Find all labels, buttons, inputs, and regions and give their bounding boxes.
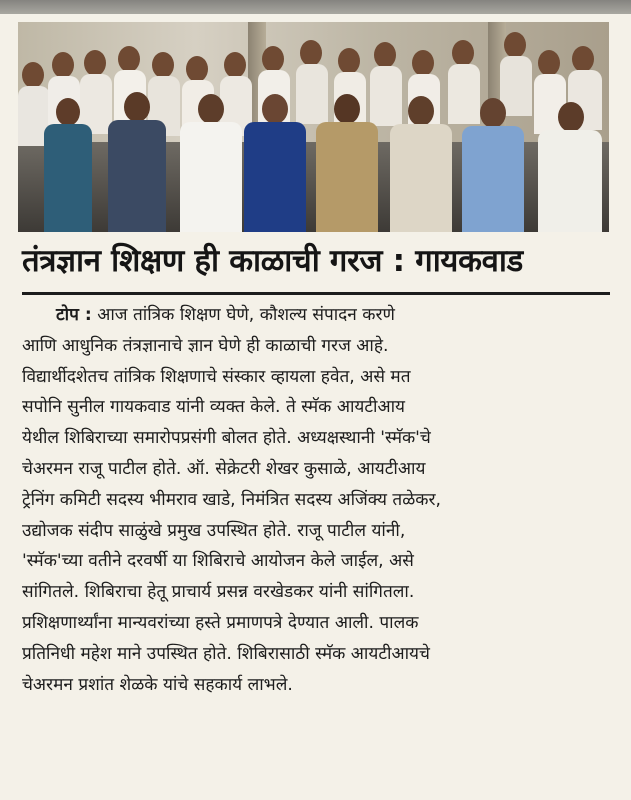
article-line: येथील शिबिराच्या समारोपप्रसंगी बोलत होते. अध्यक्षस्थानी 'स्मॅक'चे: [22, 428, 431, 449]
article-line: सांगितले. शिबिराचा हेतू प्राचार्य प्रसन्न वरखेडकर यांनी सांगितला.: [22, 582, 415, 603]
article-line: ट्रेनिंग कमिटी सदस्य भीमराव खाडे, निमंत्रित सदस्य अजिंक्य तळेकर,: [22, 489, 441, 510]
dateline: टोप :: [56, 305, 92, 325]
article-line: उद्योजक संदीप साळुंखे प्रमुख उपस्थित होते. राजू पाटील यांनी,: [22, 520, 406, 541]
article-line: 'स्मॅक'च्या वतीने दरवर्षी या शिबिराचे आयोजन केले जाईल, असे: [22, 551, 414, 572]
article-body: [22, 300, 612, 700]
headline-rule: [22, 292, 610, 295]
article-line: प्रशिक्षणार्थ्यांना मान्यवरांच्या हस्ते प्रमाणपत्रे देण्यात आली. पालक: [22, 612, 419, 633]
article-headline: तंत्रज्ञान शिक्षण ही काळाची गरज : गायकवाड: [22, 243, 523, 279]
group-photo: [18, 22, 609, 232]
article-line: चेअरमन प्रशांत शेळके यांचे सहकार्य लाभले.: [22, 674, 293, 695]
article-line: प्रतिनिधी महेश माने उपस्थित होते. शिबिरासाठी स्मॅक आयटीआयचे: [22, 643, 430, 664]
article-line: चेअरमन राजू पाटील होते. ऑ. सेक्रेटरी शेखर कुसाळे, आयटीआय: [22, 458, 426, 479]
previous-article-edge: [0, 0, 631, 14]
article-line: सपोनि सुनील गायकवाड यांनी व्यक्त केले. ते स्मॅक आयटीआय: [22, 397, 406, 418]
article-line: टोप : आज तांत्रिक शिक्षण घेणे, कौशल्य संपादन करणे: [22, 300, 612, 331]
article-line: आणि आधुनिक तंत्रज्ञानाचे ज्ञान घेणे ही काळाची गरज आहे.: [22, 335, 389, 356]
article-line: विद्यार्थीदशेतच तांत्रिक शिक्षणाचे संस्कार व्हायला हवेत, असे मत: [22, 366, 411, 387]
